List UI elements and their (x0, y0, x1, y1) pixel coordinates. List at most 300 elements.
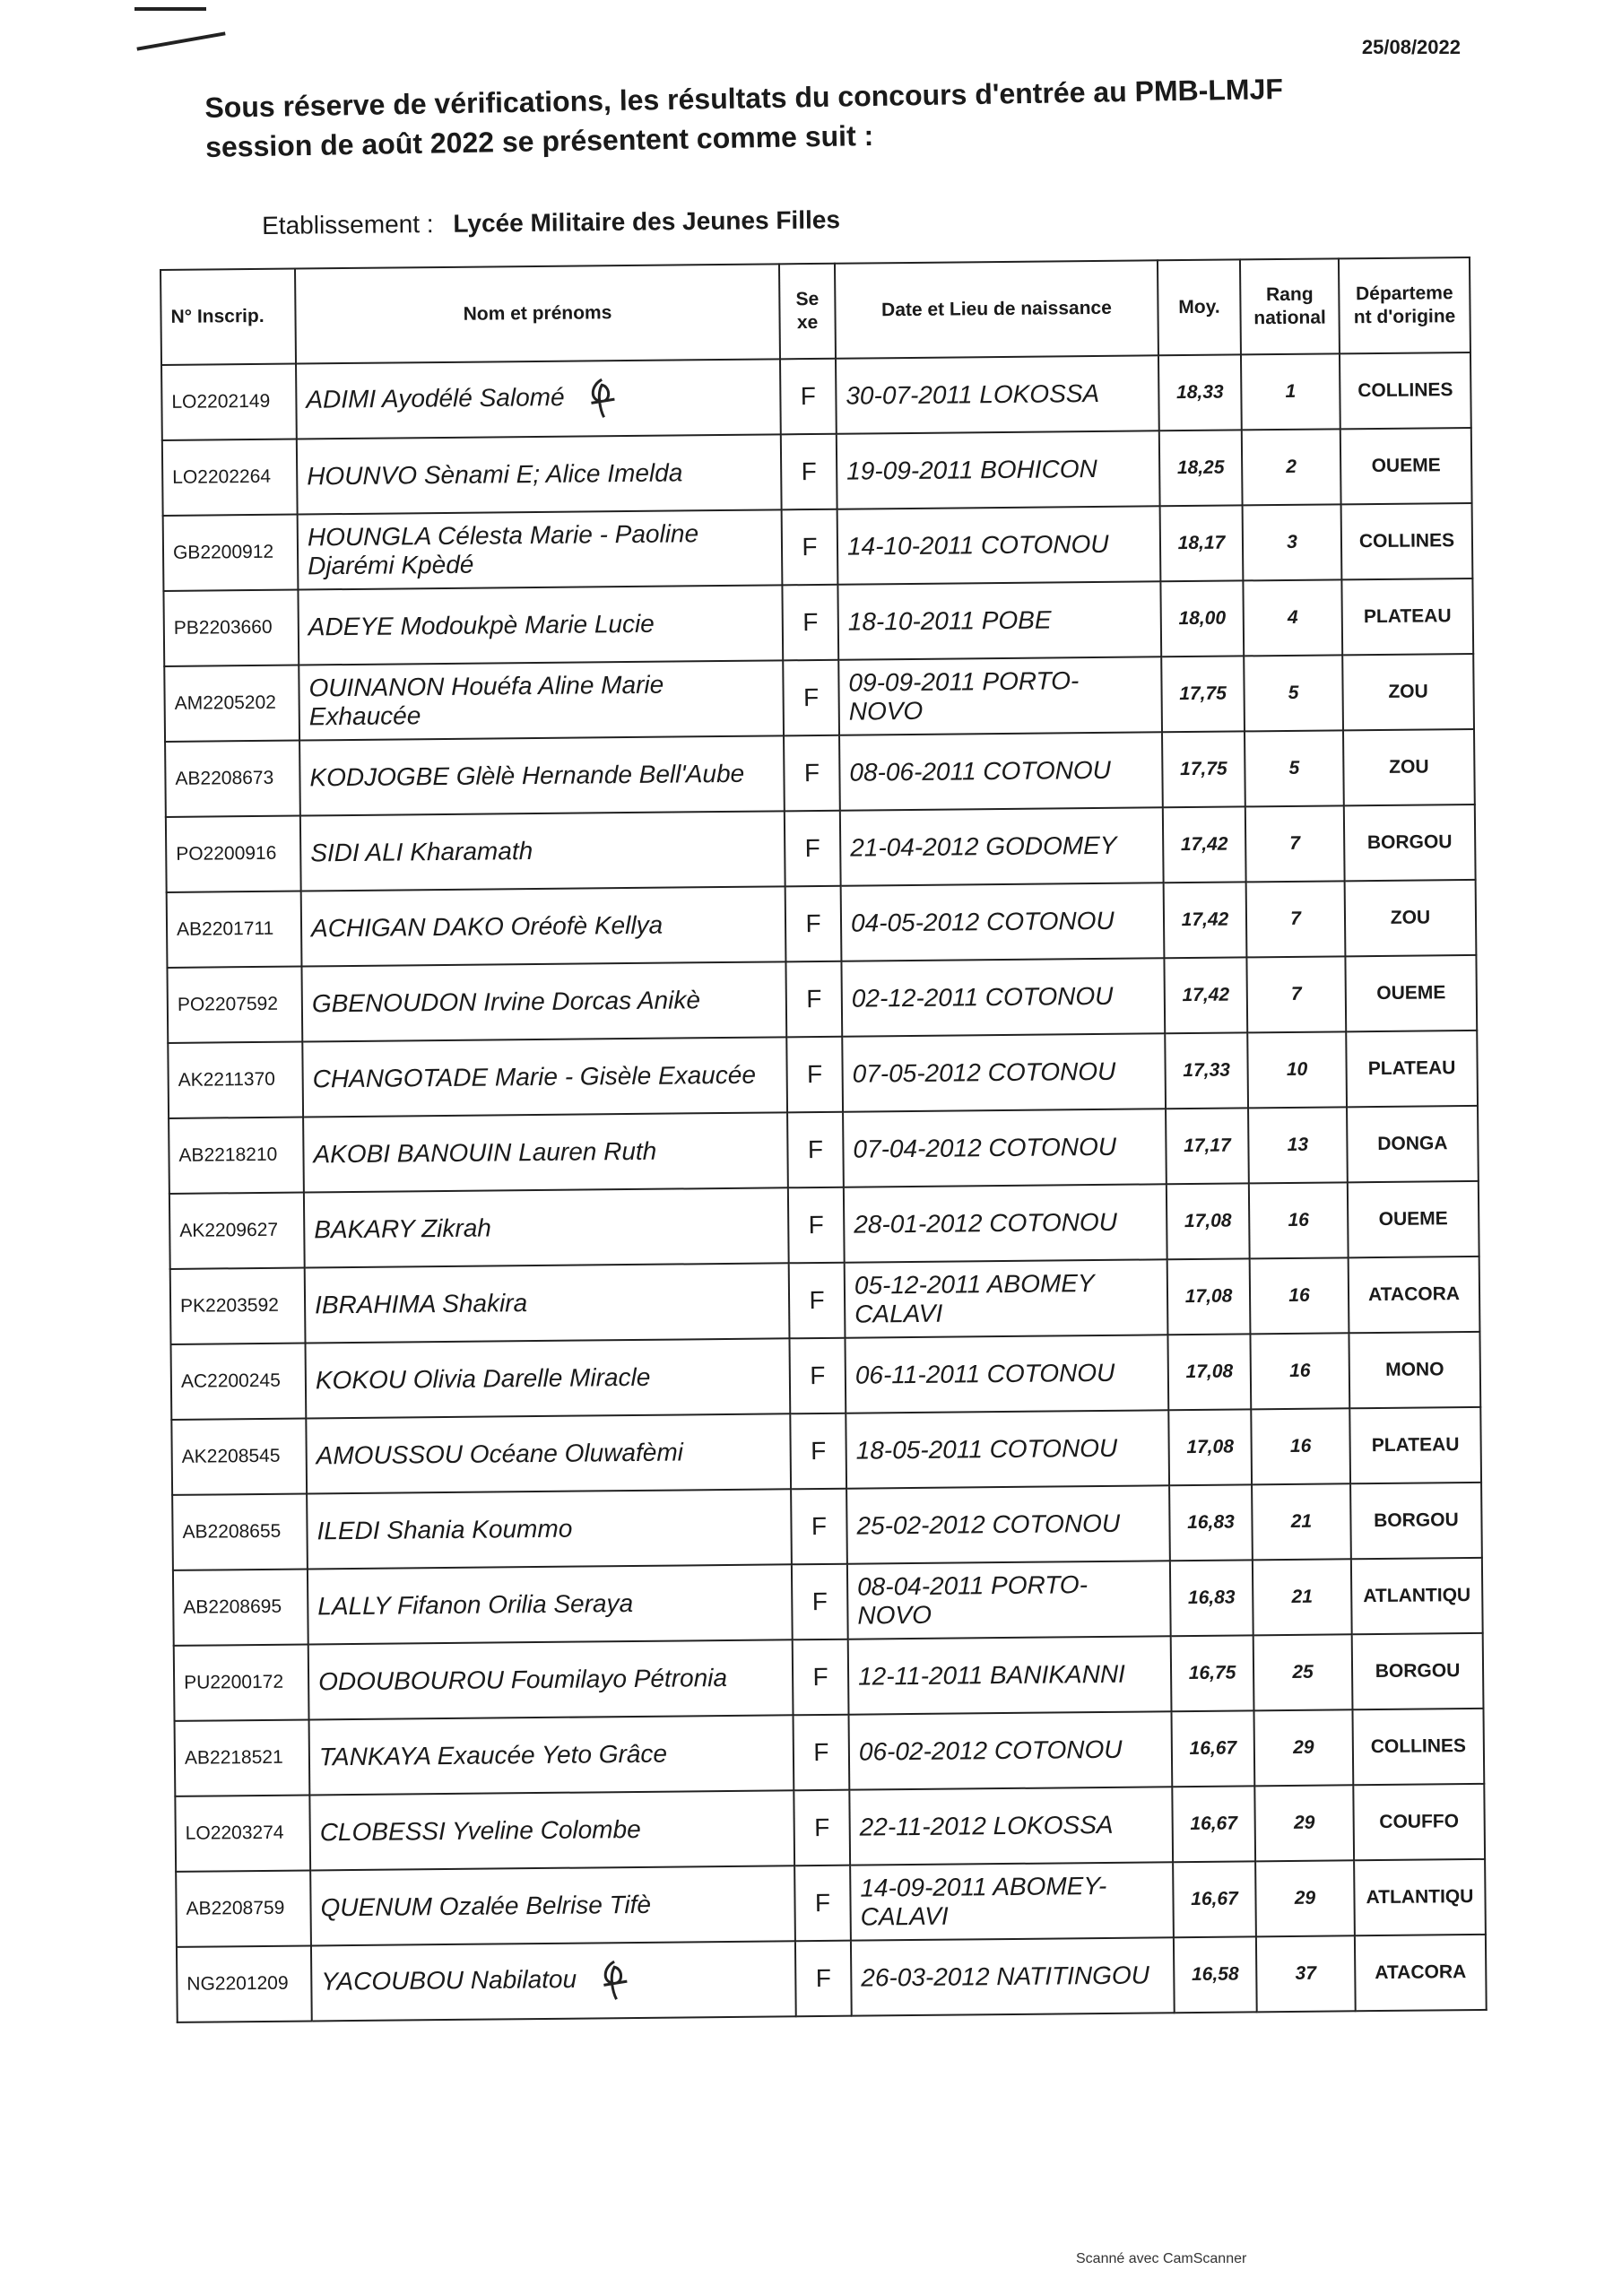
cell-average (1170, 1560, 1253, 1636)
cell-department (1349, 1407, 1481, 1483)
cell-rank-text: 16 (1288, 1284, 1310, 1306)
cell-name (309, 1790, 794, 1870)
table-row (161, 352, 1471, 440)
cell-average-text: 16,67 (1189, 1737, 1237, 1760)
table-row (176, 1859, 1486, 1947)
cell-birth-text: 08-04-2011 PORTO-NOVO (856, 1570, 1089, 1630)
cell-birth (846, 1410, 1169, 1488)
cell-name (306, 1413, 791, 1493)
cell-average-text: 17,42 (1182, 984, 1230, 1006)
cell-department (1349, 1257, 1480, 1333)
cell-name-text: ODOUBOUROU Foumilayo Pétronia (317, 1663, 728, 1696)
cell-average (1159, 430, 1243, 506)
cell-average-text: 16,75 (1188, 1662, 1236, 1684)
cell-rank-text: 16 (1289, 1435, 1312, 1457)
cell-birth-text: 05-12-2011 ABOMEY CALAVI (854, 1269, 1095, 1328)
cell-department (1340, 428, 1472, 504)
cell-average-text: 17,08 (1186, 1436, 1235, 1458)
cell-birth-text: 21-04-2012 GODOMEY (850, 831, 1117, 862)
cell-rank-text: 25 (1292, 1661, 1314, 1683)
cell-rank (1241, 353, 1340, 430)
cell-inscription-text: AB2208673 (175, 767, 274, 789)
cell-inscription (162, 439, 298, 516)
table-row (166, 804, 1476, 892)
cell-department-text: OUEME (1371, 455, 1441, 477)
cell-sex (784, 735, 840, 812)
cell-average (1160, 580, 1244, 657)
cell-inscription (166, 816, 301, 892)
cell-name (302, 1037, 787, 1117)
cell-name (308, 1639, 794, 1719)
cell-name (298, 585, 783, 665)
cell-inscription (167, 891, 302, 968)
cell-birth (849, 1711, 1173, 1789)
cell-rank-text: 7 (1290, 908, 1301, 929)
cell-sex-text: F (806, 984, 822, 1013)
cell-inscription (169, 1193, 305, 1269)
cell-department (1352, 1633, 1484, 1709)
cell-sex (781, 434, 837, 510)
cell-department (1349, 1332, 1480, 1408)
cell-average-text: 16,67 (1191, 1888, 1238, 1910)
cell-name-text: ADIMI Ayodélé Salomé (306, 383, 565, 413)
cell-birth (845, 1259, 1168, 1337)
cell-birth (841, 883, 1165, 961)
cell-average-text: 17,08 (1184, 1210, 1232, 1232)
cell-rank (1250, 1333, 1349, 1409)
cell-department (1343, 729, 1475, 805)
cell-average-text: 18,17 (1177, 532, 1226, 554)
cell-inscription-text: PO2207592 (177, 993, 279, 1015)
document-date: 25/08/2022 (1361, 36, 1461, 58)
cell-inscription (171, 1343, 307, 1419)
cell-department (1352, 1709, 1484, 1785)
cell-birth (843, 1109, 1167, 1187)
cell-average (1166, 1108, 1249, 1184)
cell-rank-text: 29 (1293, 1812, 1315, 1833)
cell-average (1167, 1183, 1250, 1259)
cell-inscription (168, 1042, 303, 1118)
cell-name (307, 1489, 792, 1569)
table-header-row (160, 257, 1470, 365)
cell-inscription (164, 665, 299, 742)
cell-average (1164, 957, 1247, 1033)
cell-rank (1253, 1709, 1353, 1786)
cell-department-text: ATACORA (1367, 1283, 1461, 1306)
cell-department (1344, 804, 1476, 881)
cell-rank-text: 3 (1287, 531, 1297, 552)
cell-sex (788, 1187, 845, 1264)
cell-average-text: 18,33 (1175, 381, 1224, 404)
cell-name (310, 1866, 795, 1945)
cell-birth (840, 807, 1164, 885)
cell-inscription-text: PO2200916 (176, 842, 277, 865)
cell-inscription-text: AM2205202 (174, 691, 277, 714)
cell-rank-text: 10 (1286, 1058, 1308, 1080)
cell-inscription-text: NG2201209 (186, 1972, 289, 1995)
cell-name-text: KOKOU Olivia Darelle Miracle (315, 1362, 651, 1395)
header-inscription: N° Inscrip. (160, 269, 296, 365)
cell-department (1353, 1784, 1485, 1860)
cell-sex (789, 1263, 846, 1339)
cell-rank (1252, 1483, 1351, 1560)
cell-department (1346, 1031, 1478, 1107)
pen-mark-diagonal (136, 31, 225, 50)
cell-rank (1248, 1107, 1348, 1183)
cell-average (1161, 656, 1245, 732)
cell-department-text: ATACORA (1375, 1961, 1467, 1984)
cell-rank (1246, 881, 1346, 957)
cell-rank (1253, 1634, 1353, 1710)
cell-inscription-text: PK2203592 (179, 1294, 279, 1317)
cell-sex-text: F (810, 1361, 826, 1390)
cell-average-text: 17,08 (1185, 1361, 1234, 1383)
cell-rank (1245, 730, 1344, 806)
cell-birth-text: 08-06-2011 COTONOU (849, 755, 1112, 787)
cell-sex (793, 1639, 849, 1716)
cell-inscription (165, 741, 300, 817)
cell-name (301, 961, 786, 1041)
cell-inscription (161, 364, 297, 440)
cell-name-text: OUINANON Houéfa Aline Marie Exhaucée (308, 670, 664, 731)
cell-name (304, 1187, 789, 1267)
cell-sex (782, 509, 838, 586)
cell-average (1165, 1032, 1248, 1109)
cell-average (1174, 1936, 1257, 2013)
cell-department-text: OUEME (1378, 1208, 1448, 1230)
table-row (171, 1407, 1481, 1495)
header-name: Nom et prénoms (295, 264, 780, 363)
cell-department-text: OUEME (1376, 982, 1446, 1004)
cell-sex-text: F (812, 1662, 828, 1692)
cell-inscription (170, 1267, 306, 1344)
cell-rank-text: 7 (1290, 983, 1302, 1004)
cell-name-text: ACHIGAN DAKO Oréofè Kellya (310, 910, 664, 943)
cell-average-text: 16,67 (1190, 1813, 1238, 1835)
cell-average (1171, 1710, 1254, 1787)
cell-birth-text: 22-11-2012 LOKOSSA (859, 1810, 1114, 1841)
cell-name-text: TANKAYA Exaucée Yeto Grâce (318, 1739, 668, 1771)
cell-sex (794, 1715, 850, 1791)
cell-department-text: PLATEAU (1367, 1057, 1456, 1080)
table-row (170, 1257, 1480, 1344)
cell-department (1351, 1558, 1483, 1634)
cell-birth (848, 1636, 1172, 1714)
cell-name-text: AKOBI BANOUIN Lauren Ruth (313, 1136, 657, 1169)
cell-sex (794, 1866, 851, 1942)
table-row (173, 1558, 1483, 1646)
header-birth: Date et Lieu de naissance (835, 260, 1158, 358)
cell-department-text: ZOU (1389, 756, 1429, 778)
cell-inscription-text: AB2218210 (178, 1144, 278, 1166)
cell-birth (837, 581, 1161, 659)
cell-average-text: 18,00 (1178, 607, 1227, 630)
cell-inscription (167, 967, 302, 1043)
cell-average (1169, 1484, 1253, 1561)
table-row (162, 428, 1472, 516)
cell-rank (1243, 504, 1342, 580)
cell-inscription-text: AK2209627 (179, 1219, 279, 1241)
cell-average-text: 18,25 (1176, 457, 1225, 479)
cell-birth-text: 07-04-2012 COTONOU (853, 1132, 1117, 1163)
cell-birth-text: 19-09-2011 BOHICON (846, 454, 1097, 485)
cell-rank (1253, 1559, 1352, 1635)
cell-birth-text: 06-11-2011 COTONOU (854, 1358, 1115, 1389)
cell-rank (1251, 1408, 1350, 1484)
cell-name-text: ILEDI Shania Koummo (317, 1514, 573, 1545)
cell-rank (1243, 579, 1342, 656)
cell-department (1355, 1935, 1487, 2011)
cell-rank (1256, 1935, 1356, 2012)
handwritten-initial-mark (596, 1958, 632, 2003)
cell-sex-text: F (802, 683, 820, 712)
cell-inscription (176, 1870, 311, 1946)
table-row (168, 1031, 1478, 1118)
cell-average (1168, 1409, 1252, 1485)
cell-department-text: BORGOU (1366, 831, 1453, 854)
cell-name (301, 886, 786, 966)
cell-name (306, 1338, 791, 1418)
cell-rank (1242, 429, 1341, 505)
cell-sex-text: F (814, 1813, 830, 1842)
cell-inscription-text: AK2208545 (181, 1445, 281, 1467)
cell-birth (845, 1335, 1168, 1413)
cell-inscription (172, 1493, 308, 1570)
cell-birth-text: 14-10-2011 COTONOU (846, 529, 1109, 561)
cell-inscription-text: AB2208695 (183, 1596, 282, 1618)
cell-sex (790, 1413, 846, 1490)
cell-rank (1255, 1860, 1355, 1936)
cell-birth (838, 657, 1162, 735)
cell-name (309, 1715, 794, 1795)
cell-department-text: MONO (1385, 1359, 1444, 1380)
cell-average-text: 17,08 (1184, 1285, 1233, 1308)
cell-name (311, 1941, 796, 2021)
cell-inscription-text: GB2200912 (172, 541, 274, 563)
cell-birth (850, 1862, 1174, 1940)
cell-sex (783, 660, 839, 736)
results-table-container (160, 257, 1486, 2023)
cell-rank (1245, 805, 1345, 882)
cell-birth-text: 28-01-2012 COTONOU (854, 1207, 1118, 1239)
cell-inscription-text: AB2208759 (186, 1897, 285, 1919)
cell-average-text: 17,42 (1181, 909, 1229, 931)
cell-rank-text: 2 (1286, 456, 1297, 477)
cell-department (1345, 880, 1477, 956)
cell-average-text: 16,83 (1187, 1511, 1235, 1534)
cell-department (1340, 352, 1471, 429)
cell-rank-text: 7 (1289, 832, 1301, 854)
cell-sex (782, 585, 838, 661)
cell-sex (795, 1941, 852, 2017)
table-row (163, 578, 1473, 666)
cell-name-text: CLOBESSI Yveline Colombe (319, 1814, 641, 1847)
cell-inscription-text: PU2200172 (184, 1671, 284, 1693)
table-row (167, 955, 1477, 1043)
cell-inscription-text: AB2201711 (176, 918, 274, 940)
cell-average-text: 17,42 (1180, 833, 1228, 856)
cell-name-text: SIDI ALI Kharamath (310, 837, 533, 867)
cell-average (1158, 354, 1242, 430)
cell-department-text: PLATEAU (1363, 605, 1452, 628)
cell-department (1348, 1181, 1479, 1257)
cell-name-text: BAKARY Zikrah (314, 1213, 492, 1244)
cell-name (298, 509, 783, 589)
cell-name (308, 1564, 793, 1644)
table-row (175, 1784, 1485, 1872)
cell-sex (791, 1489, 847, 1565)
cell-birth-text: 09-09-2011 PORTO-NOVO (848, 666, 1080, 726)
cell-birth (837, 430, 1160, 509)
cell-department-text: ZOU (1388, 681, 1428, 702)
cell-inscription (163, 515, 299, 591)
cell-name (305, 1263, 790, 1343)
cell-birth (837, 506, 1161, 584)
cell-inscription (174, 1644, 309, 1720)
cell-department (1341, 503, 1473, 579)
cell-sex-text: F (803, 758, 820, 787)
cell-average-text: 17,17 (1184, 1135, 1231, 1157)
table-row (177, 1935, 1487, 2022)
cell-name-text: ADEYE Modoukpè Marie Lucie (308, 609, 655, 641)
cell-department-text: ZOU (1390, 907, 1431, 928)
cell-birth (844, 1184, 1167, 1262)
cell-department (1341, 578, 1473, 655)
cell-birth-text: 18-10-2011 POBE (847, 605, 1052, 636)
cell-sex (794, 1790, 850, 1866)
cell-rank-text: 5 (1288, 682, 1299, 703)
scanner-footer: Scanné avec CamScanner (1076, 2251, 1247, 2266)
cell-average-text: 17,75 (1180, 758, 1227, 780)
table-row (169, 1106, 1479, 1194)
cell-sex-text: F (802, 532, 818, 561)
cell-inscription (169, 1118, 304, 1194)
cell-inscription-text: LO2202264 (172, 465, 272, 488)
cell-name (299, 660, 784, 740)
cell-sex-text: F (811, 1587, 828, 1616)
cell-name-text: KODJOGBE Glèlè Hernande Bell'Aube (309, 759, 745, 792)
cell-inscription-text: AK2211370 (178, 1068, 276, 1091)
cell-rank-text: 5 (1288, 757, 1300, 778)
cell-inscription (175, 1719, 310, 1796)
cell-inscription (171, 1418, 307, 1494)
cell-department-text: ATLANTIQU (1363, 1585, 1471, 1607)
cell-name (300, 811, 785, 891)
cell-department (1347, 1106, 1479, 1182)
table-row (164, 654, 1474, 742)
cell-inscription-text: AB2218521 (184, 1746, 283, 1769)
cell-average (1167, 1258, 1251, 1335)
cell-sex-text: F (806, 1059, 823, 1089)
cell-birth-text: 14-09-2011 ABOMEY-CALAVI (860, 1871, 1107, 1931)
cell-sex-text: F (800, 381, 817, 411)
cell-sex-text: F (804, 833, 820, 863)
cell-inscription-text: LO2202149 (171, 390, 271, 413)
cell-inscription (175, 1795, 310, 1871)
cell-average (1162, 731, 1245, 807)
cell-inscription-text: PB2203660 (173, 616, 273, 639)
cell-name (303, 1112, 788, 1192)
cell-average (1171, 1635, 1254, 1711)
cell-birth-text: 06-02-2012 COTONOU (858, 1735, 1123, 1766)
cell-sex (789, 1338, 846, 1414)
establishment-name: Lycée Militaire des Jeunes Filles (453, 205, 841, 238)
cell-department-text: BORGOU (1375, 1660, 1461, 1683)
table-row (167, 880, 1477, 968)
cell-average (1167, 1334, 1251, 1410)
cell-department (1354, 1859, 1486, 1935)
cell-average-text: 16,83 (1187, 1587, 1236, 1609)
cell-sex-text: F (815, 1963, 832, 1993)
results-table (160, 257, 1488, 2023)
cell-sex-text: F (801, 457, 817, 486)
cell-department-text: PLATEAU (1371, 1434, 1460, 1457)
cell-average-text: 17,75 (1179, 683, 1227, 705)
cell-department-text: COLLINES (1370, 1735, 1467, 1758)
cell-inscription (163, 590, 299, 666)
cell-birth-text: 04-05-2012 COTONOU (850, 906, 1115, 937)
cell-name-text: YACOUBOU Nabilatou (321, 1965, 577, 1996)
cell-sex (785, 811, 841, 887)
cell-sex (785, 886, 842, 962)
cell-rank-text: 16 (1289, 1360, 1311, 1381)
cell-inscription (173, 1569, 308, 1645)
cell-sex-text: F (808, 1210, 824, 1239)
cell-average (1164, 882, 1247, 958)
pen-mark-top (134, 7, 206, 11)
cell-rank-text: 1 (1285, 380, 1297, 402)
header-average: Moy. (1158, 259, 1241, 355)
cell-rank (1249, 1182, 1349, 1258)
cell-birth (842, 1033, 1166, 1111)
cell-inscription-text: AC2200245 (180, 1370, 281, 1392)
cell-department-text: DONGA (1377, 1133, 1448, 1155)
cell-name-text: LALLY Fifanon Orilia Seraya (317, 1589, 634, 1621)
cell-sex (786, 1037, 843, 1113)
cell-rank-text: 16 (1288, 1209, 1310, 1231)
cell-inscription-text: AB2208655 (182, 1520, 282, 1543)
cell-name-text: CHANGOTADE Marie - Gisèle Exaucée (312, 1060, 757, 1093)
cell-rank (1254, 1785, 1354, 1861)
cell-department-text: COLLINES (1358, 530, 1455, 552)
cell-department (1345, 955, 1477, 1031)
cell-birth-text: 18-05-2011 COTONOU (855, 1433, 1118, 1465)
cell-birth (849, 1787, 1173, 1865)
cell-rank (1246, 956, 1346, 1032)
cell-rank (1244, 655, 1343, 731)
table-row (172, 1483, 1482, 1570)
table-row (175, 1709, 1485, 1796)
header-rank: Rang national (1240, 258, 1340, 354)
cell-birth-text: 26-03-2012 NATITINGOU (861, 1961, 1150, 1992)
cell-rank-text: 4 (1287, 606, 1298, 628)
cell-name (296, 359, 781, 439)
cell-department-text: ATLANTIQU (1366, 1886, 1474, 1909)
cell-average (1173, 1861, 1256, 1937)
cell-rank (1247, 1031, 1347, 1108)
cell-birth (841, 958, 1165, 1036)
cell-sex-text: F (807, 1135, 824, 1164)
cell-name-text: HOUNGLA Célesta Marie - Paoline Djarémi Kpèdé (307, 519, 699, 580)
cell-name (299, 735, 785, 815)
cell-rank-text: 21 (1290, 1510, 1313, 1532)
cell-sex (785, 961, 842, 1038)
cell-rank-text: 21 (1291, 1586, 1314, 1607)
establishment-line (262, 205, 840, 240)
cell-name (297, 434, 782, 514)
cell-birth-text: 07-05-2012 COTONOU (852, 1057, 1116, 1088)
cell-birth (846, 1485, 1170, 1563)
